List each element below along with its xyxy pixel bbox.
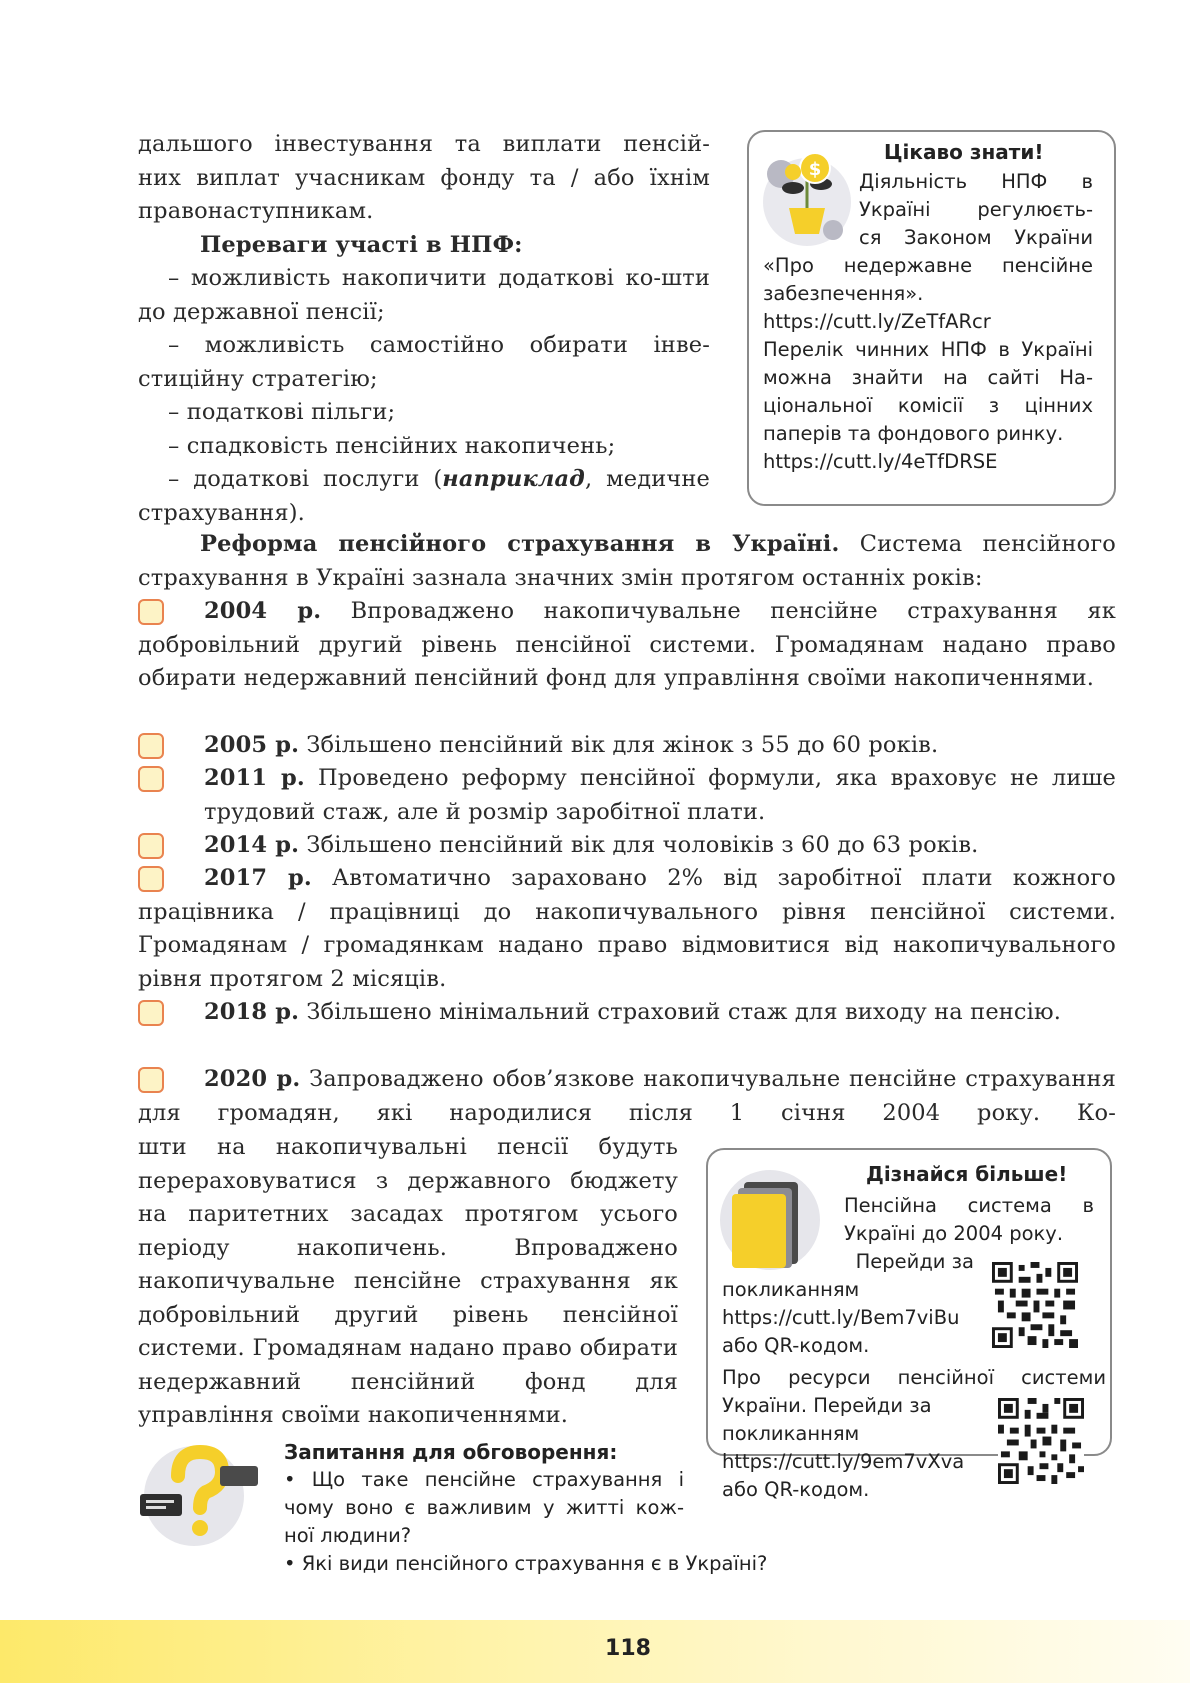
timeline-text: 2014 р. Збільшено пенсійний вік для чоловіків з 60 до 63 років.	[204, 832, 979, 858]
box-line: паперів та фондового ринку.	[763, 422, 1064, 445]
timeline-item	[138, 862, 1116, 996]
timeline-item	[138, 762, 1116, 829]
learn-more-box	[706, 1148, 1112, 1501]
box-line: забезпечення».	[763, 282, 924, 305]
box-line: покликанням	[722, 1422, 860, 1445]
checkbox-icon[interactable]	[138, 1067, 164, 1093]
box-link[interactable]: https://cutt.ly/9em7vXva	[722, 1450, 965, 1473]
box-line: Пенсійна система в	[844, 1194, 1094, 1217]
box-link[interactable]: https://cutt.ly/Bem7viBu	[722, 1306, 960, 1329]
advantage-item: – податкові пільги;	[168, 399, 396, 425]
advantages-heading: Переваги участі в НПФ:	[200, 231, 523, 258]
question-line: ної людини?	[284, 1524, 412, 1547]
timeline-text: 2004 р. Впроваджено накопичувальне пенсійне страхування як добровільний другий рівень пенсійної системи. Громадянам надано право обирати недержавний пенсійний фонд для управління своїми накопиченнями.	[138, 598, 1116, 691]
timeline-item	[138, 996, 1116, 1063]
question-mark-icon	[136, 1436, 260, 1548]
box-line: або QR-кодом.	[722, 1334, 870, 1357]
question-line: • Що таке пенсійне страхування і	[284, 1468, 684, 1491]
box-line: можна знайти на сайті На-	[763, 366, 1093, 389]
timeline-item	[138, 1063, 1116, 1130]
continuation-paragraph: шти на накопичувальні пенсії будуть перераховуватися з державного бюджету на паритетних засадах протягом усього періоду накопичень. Впроваджено накопичувальне пенсійне страхування як добровільний другий рівень пенсійної системи. Громадянам надано право обирати недержавний пенсійний фонд для управління своїми накопиченнями.	[138, 1134, 678, 1428]
checkbox-icon[interactable]	[138, 1000, 164, 1026]
did-you-know-title: Цікаво знати!	[884, 140, 1044, 164]
text-line: них виплат учасникам фонду та / або їхнім	[138, 164, 710, 191]
checkbox-icon[interactable]	[138, 833, 164, 859]
timeline-text: 2017 р. Автоматично зараховано 2% від заробітної плати кожного працівника / працівниці до накопичувального рівня пенсійної системи. Громадянам / громадянкам надано право відмовитися від накопичувального рівня протягом 2 місяців.	[138, 865, 1116, 992]
box-line: України. Перейди за	[722, 1394, 932, 1417]
timeline-text: 2020 р. Запроваджено обов’язкове накопичувальне пенсійне страхування для громадян, які народилися після 1 січня 2004 року. Ко-	[138, 1066, 1116, 1126]
checkbox-icon[interactable]	[138, 733, 164, 759]
timeline-item	[138, 829, 1116, 862]
box-link[interactable]: https://cutt.ly/ZeTfARcr	[763, 310, 991, 333]
box-line: Діяльність НПФ в	[859, 170, 1093, 193]
folder-icon	[714, 1162, 826, 1274]
discussion-title: Запитання для обговорення:	[284, 1440, 618, 1464]
did-you-know-box	[747, 130, 1116, 506]
box-line: або QR-кодом.	[722, 1478, 870, 1501]
money-plant-icon	[759, 144, 855, 248]
page-number: 118	[605, 1636, 651, 1661]
box-line: Перейди за	[855, 1250, 974, 1273]
top-text-column	[138, 128, 710, 530]
checkbox-icon[interactable]	[138, 866, 164, 892]
text-line: правонаступникам.	[138, 198, 374, 224]
checkbox-icon[interactable]	[138, 599, 164, 625]
qr-code-icon[interactable]	[998, 1398, 1084, 1484]
box-line: ся Законом України	[859, 226, 1093, 249]
box-line: «Про недержавне пенсійне	[763, 254, 1093, 277]
checkbox-icon[interactable]	[138, 766, 164, 792]
svg-text:$: $	[808, 159, 822, 180]
timeline-item	[138, 595, 1116, 729]
box-line: Перелік чинних НПФ в Україні	[763, 338, 1093, 361]
timeline-text: 2018 р. Збільшено мінімальний страховий стаж для виходу на пенсію.	[204, 999, 1062, 1025]
advantage-item: – спадковість пенсійних накопичень;	[168, 432, 616, 459]
qr-code-icon[interactable]	[992, 1262, 1078, 1348]
question-line: чому воно є важливим у житті кож-	[284, 1496, 684, 1519]
timeline	[138, 595, 1116, 1130]
timeline-item	[138, 729, 1116, 762]
question-line: • Які види пенсійного страхування є в Україні?	[284, 1552, 768, 1575]
advantage-item: – додаткові послуги (наприклад, медичне страхування).	[138, 466, 711, 526]
reform-intro: Реформа пенсійного страхування в Україні. Система пенсійного страхування в Україні зазнала значних змін протягом останніх років:	[138, 531, 1116, 591]
box-line: ціональної комісії з цінних	[763, 394, 1093, 417]
learn-more-title: Дізнайся більше!	[866, 1162, 1068, 1186]
box-link[interactable]: https://cutt.ly/4eTfDRSE	[763, 450, 998, 473]
box-line: покликанням	[722, 1278, 860, 1301]
advantage-item: – можливість самостійно обирати інве-стиційну стратегію;	[138, 332, 710, 392]
continuation-text	[138, 1131, 678, 1433]
box-line: Україні до 2004 року.	[844, 1222, 1064, 1245]
timeline-text: 2011 р. Проведено реформу пенсійної формули, яка враховує не лише трудовий стаж, але й розмір заробітної плати.	[204, 765, 1117, 825]
box-line: Про ресурси пенсійної системи	[722, 1366, 1106, 1389]
timeline-text: 2005 р. Збільшено пенсійний вік для жінок з 55 до 60 років.	[204, 732, 939, 758]
discussion-questions	[284, 1438, 844, 1578]
advantage-item: – можливість накопичити додаткові ко-шти до державної пенсії;	[138, 265, 710, 325]
reform-section	[138, 528, 1116, 595]
text-line: дальшого інвестування та виплати пенсій-	[138, 131, 710, 157]
box-line: Україні регулюєть-	[859, 198, 1093, 221]
